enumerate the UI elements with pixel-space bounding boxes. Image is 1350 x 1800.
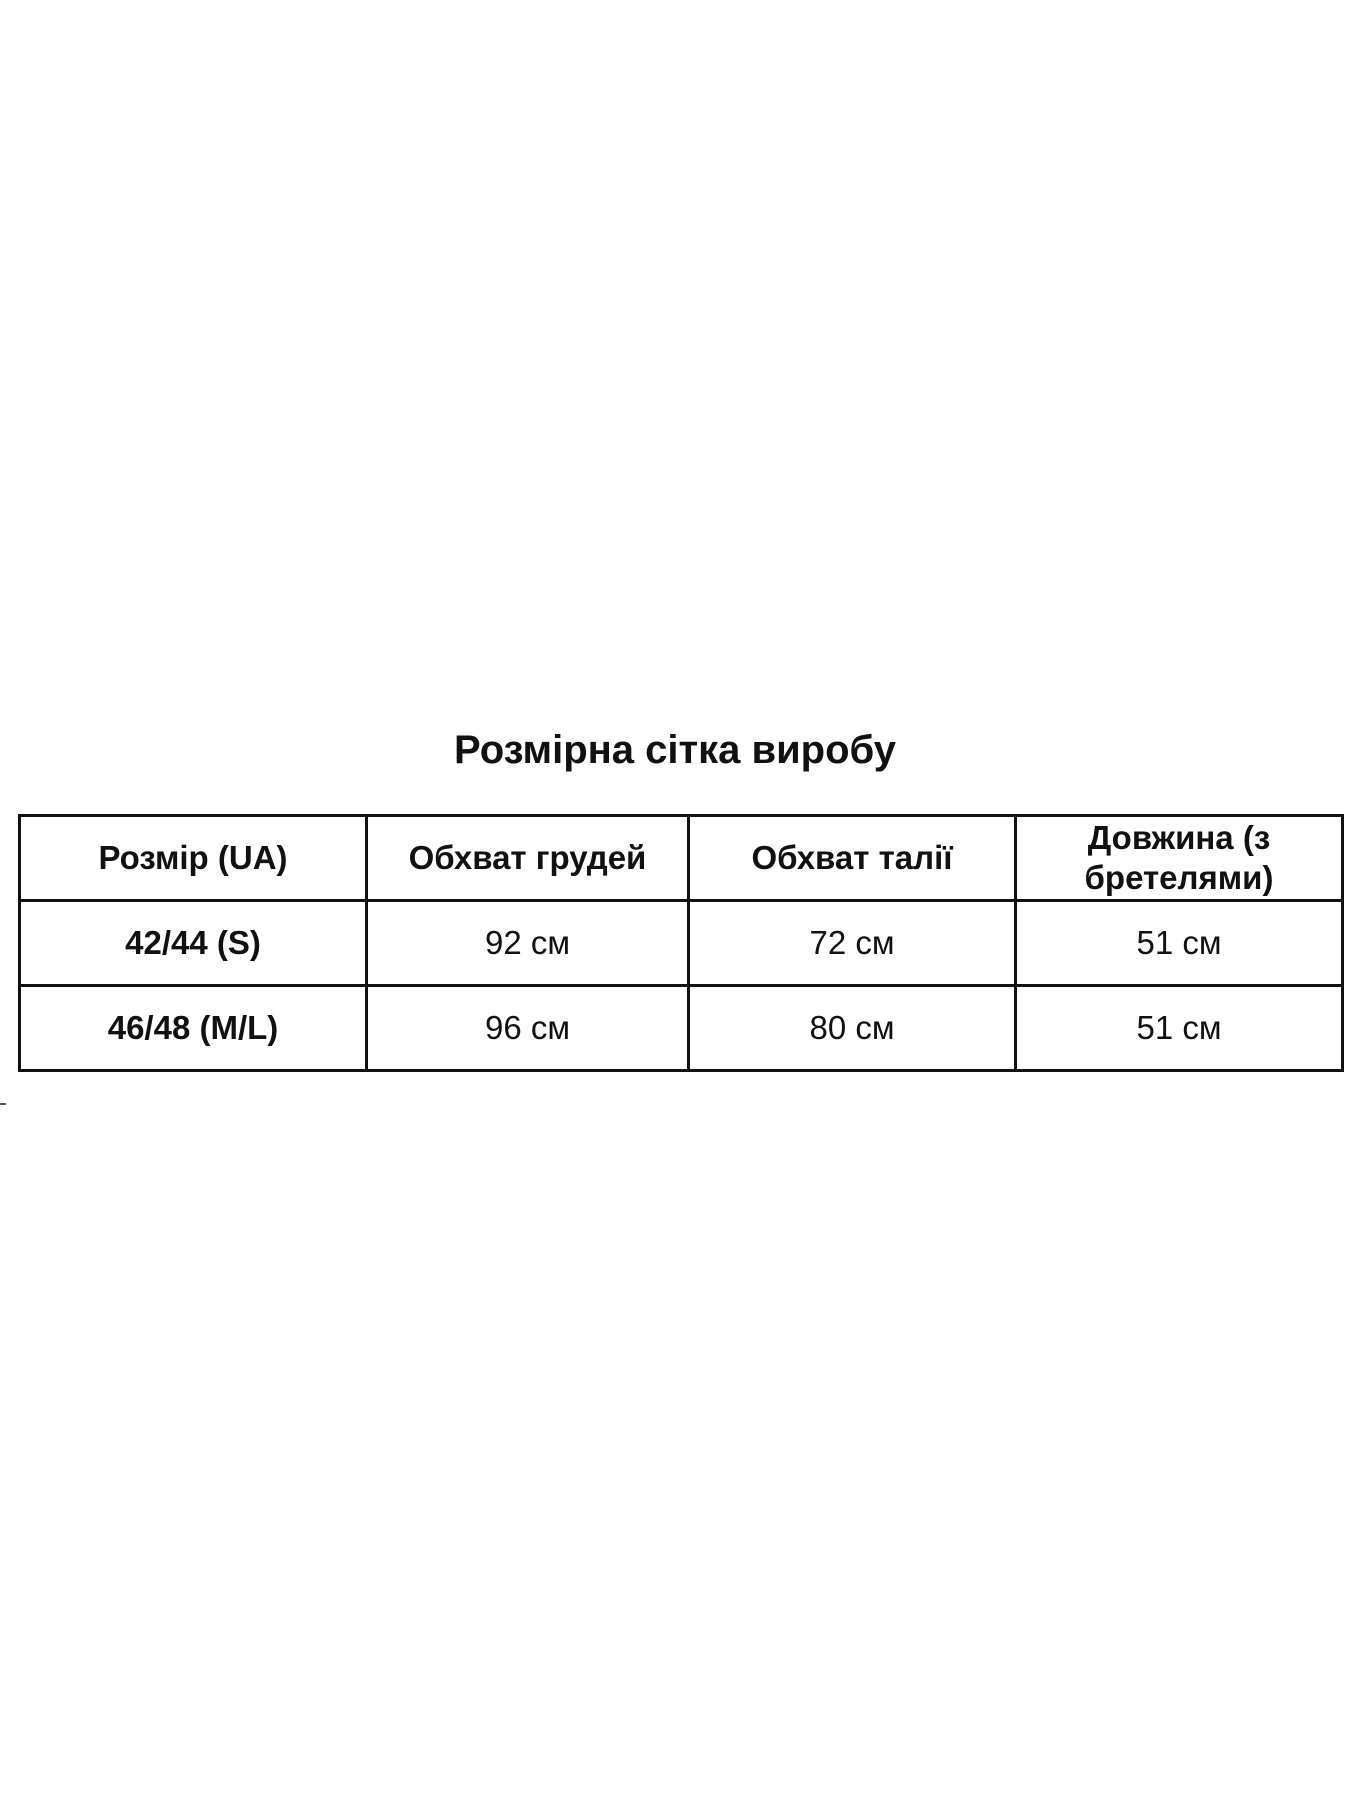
size-chart-table	[18, 814, 1344, 1072]
row-waist: 80 см	[689, 986, 1016, 1071]
header-chest: Обхват грудей	[367, 816, 689, 901]
table-header-row	[20, 816, 1343, 901]
row-chest: 96 см	[367, 986, 689, 1071]
row-size: 46/48 (M/L)	[20, 986, 367, 1071]
page-title: Розмірна сітка виробу	[454, 728, 896, 772]
table-row	[20, 986, 1343, 1071]
header-waist: Обхват талії	[689, 816, 1016, 901]
header-size: Розмір (UA)	[20, 816, 367, 901]
header-length: Довжина (з бретелями)	[1016, 816, 1343, 901]
edge-mark	[0, 1103, 6, 1105]
row-chest: 92 см	[367, 901, 689, 986]
table-row	[20, 901, 1343, 986]
row-length: 51 см	[1016, 901, 1343, 986]
row-length: 51 см	[1016, 986, 1343, 1071]
row-size: 42/44 (S)	[20, 901, 367, 986]
row-waist: 72 см	[689, 901, 1016, 986]
